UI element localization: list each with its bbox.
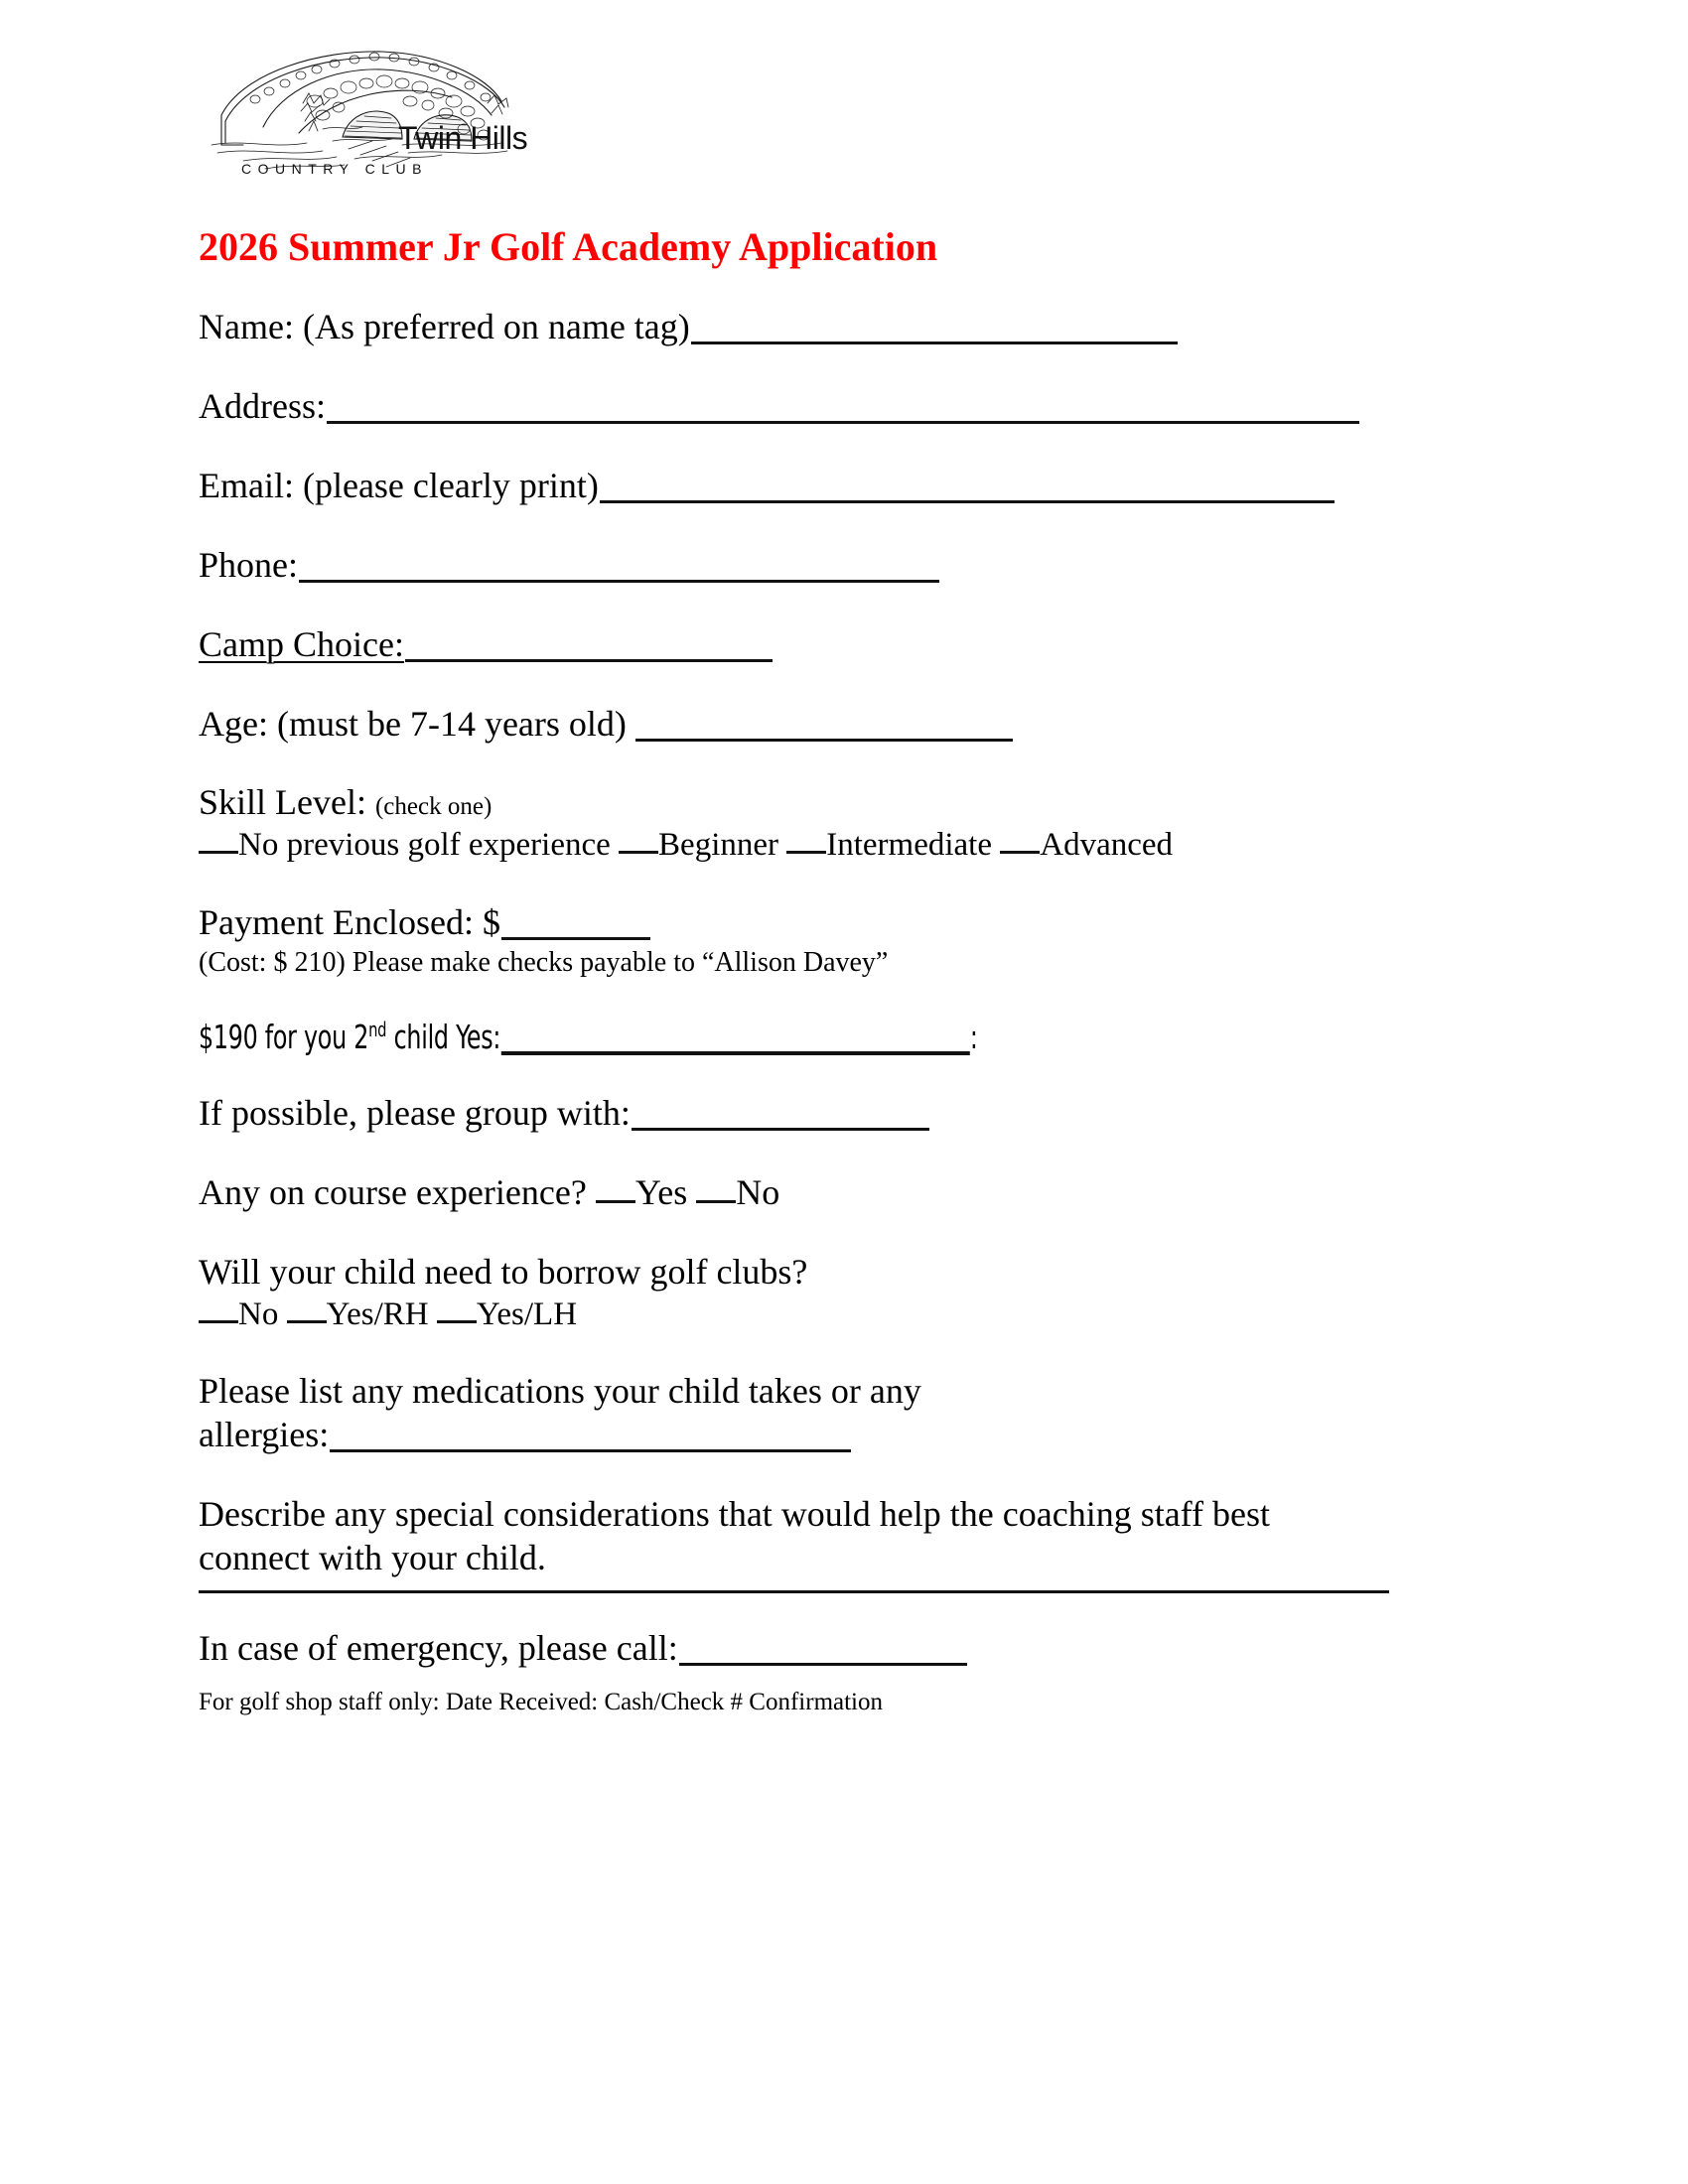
age-label: Age: (must be 7-14 years old) <box>199 703 627 744</box>
field-on-course <box>199 1171 1450 1215</box>
page-title: 2026 Summer Jr Golf Academy Application <box>199 224 938 269</box>
considerations-label-line1: Describe any special considerations that would help the coaching staff best <box>199 1494 1270 1535</box>
camp-choice-label: Camp Choice: <box>199 623 404 664</box>
skill-option-beginner: Beginner <box>658 827 778 864</box>
borrow-option-yes-lh: Yes/LH <box>476 1297 578 1333</box>
skill-option-intermediate: Intermediate <box>826 827 992 864</box>
group-with-label: If possible, please group with: <box>199 1093 631 1134</box>
field-name <box>199 306 1450 349</box>
skill-blank-intermediate[interactable] <box>786 851 826 854</box>
field-borrow-clubs <box>199 1251 1450 1334</box>
field-age <box>199 703 1450 747</box>
second-child-prefix: $190 for you 2 <box>199 1017 369 1056</box>
second-child-suffix: : <box>969 1017 978 1056</box>
camp-choice-input-rule[interactable] <box>405 659 773 662</box>
skill-blank-advanced[interactable] <box>1000 851 1040 854</box>
on-course-yes: Yes <box>634 1172 688 1213</box>
emergency-input-rule[interactable] <box>679 1663 967 1666</box>
club-logo <box>204 42 531 181</box>
second-child-mid: child Yes: <box>386 1017 501 1056</box>
skill-option-advanced: Advanced <box>1040 827 1174 864</box>
application-form <box>199 226 1450 1716</box>
borrow-option-yes-rh: Yes/RH <box>326 1297 429 1333</box>
borrow-clubs-label: Will your child need to borrow golf clubs? <box>199 1252 808 1293</box>
field-payment <box>199 901 1450 980</box>
age-input-rule[interactable] <box>635 739 1013 742</box>
payment-input-rule[interactable] <box>501 937 650 940</box>
phone-input-rule[interactable] <box>299 580 939 583</box>
second-child-input-rule[interactable] <box>501 1051 970 1055</box>
name-label: Name: (As preferred on name tag) <box>199 307 690 346</box>
on-course-no: No <box>736 1172 780 1213</box>
skill-blank-beginner[interactable] <box>619 851 658 854</box>
borrow-option-no: No <box>238 1297 279 1333</box>
twin-hills-bridge-icon <box>204 42 531 181</box>
logo-subtitle: COUNTRY CLUB <box>241 161 428 177</box>
field-considerations <box>199 1493 1450 1593</box>
address-label: Address: <box>199 385 326 426</box>
medications-label-line1: Please list any medications your child takes or any <box>199 1371 921 1412</box>
field-medications <box>199 1370 1450 1457</box>
skill-level-hint: (check one) <box>374 793 492 821</box>
on-course-blank-yes[interactable] <box>596 1200 635 1203</box>
field-second-child <box>199 1016 1450 1059</box>
borrow-blank-no[interactable] <box>199 1320 238 1323</box>
field-group-with <box>199 1092 1450 1136</box>
second-child-ordinal: nd <box>368 1017 387 1041</box>
email-input-rule[interactable] <box>600 500 1335 503</box>
field-address <box>199 385 1450 429</box>
payment-note: (Cost: $ 210) Please make checks payable to “Allison Davey” <box>199 946 889 978</box>
field-email <box>199 465 1450 508</box>
medications-input-rule[interactable] <box>330 1449 851 1452</box>
staff-only-note: For golf shop staff only: Date Received: Cash/Check # Confirmation <box>199 1688 884 1715</box>
group-with-input-rule[interactable] <box>632 1128 929 1131</box>
skill-blank-none[interactable] <box>199 851 238 854</box>
considerations-input-rule[interactable] <box>199 1590 1389 1593</box>
emergency-label: In case of emergency, please call: <box>199 1628 678 1668</box>
phone-label: Phone: <box>199 544 299 585</box>
address-input-rule[interactable] <box>327 421 1359 424</box>
payment-label: Payment Enclosed: $ <box>199 901 500 942</box>
on-course-label: Any on course experience? <box>199 1172 587 1213</box>
email-label: Email: (please clearly print) <box>199 465 599 505</box>
field-camp-choice <box>199 623 1450 667</box>
skill-option-none: No previous golf experience <box>238 827 611 864</box>
logo-wordmark: Twin Hills <box>398 120 528 156</box>
name-input-rule[interactable] <box>691 341 1178 344</box>
borrow-blank-yes-lh[interactable] <box>437 1320 477 1323</box>
field-skill-level <box>199 781 1450 865</box>
medications-label-line2: allergies: <box>199 1415 330 1455</box>
field-emergency <box>199 1627 1450 1671</box>
on-course-blank-no[interactable] <box>696 1200 736 1203</box>
considerations-label-line2: connect with your child. <box>199 1538 546 1578</box>
field-phone <box>199 544 1450 588</box>
skill-level-label: Skill Level: <box>199 782 366 823</box>
borrow-blank-yes-rh[interactable] <box>287 1320 327 1323</box>
